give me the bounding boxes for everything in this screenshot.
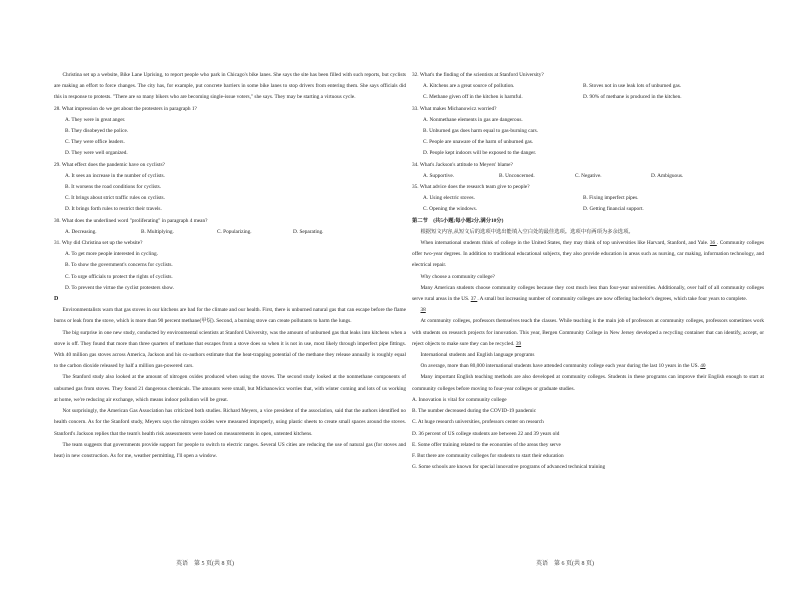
cloze-paragraph-5: Many important English teaching methods are also developed at community colleges. Students in these programs can improve their English enough to start at community colleges before moving to four-year colleges or graduate studies. [412,374,764,392]
q35-option-b: B. Fixing imperfect pipes. [583,195,639,202]
q32-option-d: D. 90% of methane is produced in the kitchen. [583,94,682,101]
q31-option-c: C. To urge officials to protect the rights of cyclists. [65,273,173,280]
q31-option-b: B. To show the government's concerns for cyclists. [65,262,173,269]
q35-options-row-1 [423,193,764,204]
q30-option-c: C. Popularizing. [217,228,252,235]
q29-option-d: D. It brings forth rules to restrict their travels. [65,206,162,213]
q28-option-a: A. They were in great anger. [65,116,126,123]
right-column [412,70,764,473]
passage-d-paragraph-4: Not surprisingly, the American Gas Association has criticized both studies. Richard Meyers, a vice president of the association, said that the authors identified no health concern. As for the Stanford study, Meyers says the nitrogen oxides were measured improperly, using plastic sheets to create small spaces around the stoves. Stanford's Jackson replies that the team's health risk assessments were based on measurements in open, untented kitchens. [54,408,406,437]
cloze-p2-text-a: Many American students choose community colleges because they cost much less than four-year universities. Additionally, over half of all community colleges serve rural areas in the US. [412,284,764,303]
passage-c-last-paragraph: Christina set up a website, Bike Lane Uprising, to report people who park in Chicago's bike lanes. She says the site has been filled with such reports, but cyclists are making an effort to force changes. The city has, for example, put concrete barriers in some bike lanes to stop drivers from entering them. She says officials did this in response to protests. "There are so many bikers who are becoming single-issue voters," she says. They may be starting a virtuous cycle. [54,72,406,101]
cloze-heading-blank-38 [412,305,764,316]
q30-options [65,227,406,238]
q31-option-d: D. To prevent the virtue the cyclist protesters show. [65,284,174,291]
blank-37[interactable]: 37 [470,296,478,303]
question-29: 29. What effect does the pandemic have on cyclists? [54,161,165,168]
q30-option-a: A. Decreasing. [65,228,97,235]
q32-option-a: A. Kitchens are a great source of pollution. [423,83,515,90]
passage-d-paragraph-5: The team suggests that governments provide support for people to switch to electric ranges. Several US cities are reducing the use of natural gas (for stoves and heat) in new construction. As for me, weather permitting, I'll open a window. [54,441,406,459]
q35-option-a: A. Using electric stoves. [423,195,475,202]
cloze-paragraph-2 [412,283,764,305]
left-column [54,70,406,462]
q34-options [423,171,764,182]
q32-option-b: B. Stoves not in use leak lots of unburned gas. [583,83,682,90]
q28-option-c: C. They were office leaders. [65,139,125,146]
cloze-p1-text-a: When international students think of college in the United States, they may think of top universities like Harvard, Stanford, and Yale. [420,240,710,247]
cloze-option-a: A. Innovation is vital for community college [412,396,507,403]
blank-40[interactable]: 40 [700,363,706,370]
q28-option-b: B. They disobeyed the police. [65,128,129,135]
cloze-option-b: B. The number decreased during the COVID-19 pandemic [412,408,537,415]
q33-option-a: A. Nonmethane elements in gas are dangerous. [423,116,523,123]
cloze-option-d: D. 36 percent of US college students are between 22 and 39 years old [412,430,560,437]
q30-option-b: B. Multiplying. [141,228,174,235]
question-35: 35. What advice does the research team give to people? [412,184,530,191]
q33-option-c: C. People are unaware of the harm of unburned gas. [423,139,534,146]
page-footer-right: 英语 第 6 页(共 8 页) [536,561,594,567]
cloze-paragraph-3 [412,316,764,350]
passage-d-paragraph-1: Environmentalists warn that gas stoves in our kitchens are bad for the climate and our health. First, there is unburned natural gas that can escape before the flame burns or leak from the stove, which is more than 90 percent methane(甲烷). Second, a burning stove can create pollutants to harm the lungs. [54,307,406,325]
subheading-international-students: International students and English language programs [420,352,535,359]
q31-option-a: A. To get more people interested in cycling. [65,251,158,258]
page-footer-left: 英语 第 5 页(共 8 页) [176,561,234,567]
cloze-option-e: E. Some offer training related to the economies of the areas they serve [412,441,561,448]
q34-option-b: B. Unconcerned. [499,172,535,179]
q32-options-row-2 [423,92,764,103]
cloze-p2-text-b: . A small but increasing number of community colleges are now offering bachelor's degrees, which take four years to complete. [477,296,748,303]
q29-option-c: C. It brings about strict traffic rules on cyclists. [65,195,165,202]
section-2-instructions: 根据短文内容,从短文后的选项中选出能填入空白处的最佳选项。选项中有两项为多余选项。 [420,228,634,235]
passage-d-paragraph-2: The big surprise in one new study, conducted by environmental scientists at Stanford University, was the amount of unburned gas that leaks into kitchens when a stove is off. They found that more than three quarters of methane that escapes from a stove does so when it is not in use, most likely through imperfect pipe fittings. With 40 million gas stoves across America, Jackson and his co-authors estimate that the heat-trapping potential of the methane they release annually is roughly equal to the carbon dioxide released by half a million gas-powered cars. [54,329,406,370]
q29-option-b: B. It worsens the road conditions for cyclists. [65,184,162,191]
q33-option-b: B. Unburned gas does harm equal to gas-burning cars. [423,128,539,135]
q35-option-d: D. Getting financial support. [583,206,644,213]
blank-36[interactable]: 36 [709,240,717,247]
section-2-heading: 第二节 (共5小题;每小题2分,满分10分) [412,217,504,224]
subheading-why-community-college: Why choose a community college? [420,273,495,280]
q28-option-d: D. They were well organized. [65,150,128,157]
q34-option-c: C. Negative. [575,172,602,179]
q33-option-d: D. People kept indoors will be exposed to the danger. [423,150,537,157]
q35-options-row-2 [423,204,764,215]
cloze-paragraph-1 [412,238,764,272]
q34-option-d: D. Ambiguous. [651,172,684,179]
cloze-option-f: F. But there are community colleges for students to start their education [412,452,564,459]
question-32: 32. What's the finding of the scientists at Stanford University? [412,72,544,78]
cloze-paragraph-4 [412,361,764,372]
question-30: 30. What does the underlined word "proliferating" in paragraph 4 mean? [54,217,208,224]
question-34: 34. What's Jackson's attitude to Meyers' blame? [412,161,513,168]
cloze-option-c: C. At huge research universities, professors center on research [412,419,544,426]
blank-39[interactable]: 39 [515,340,522,347]
question-31: 31. Why did Christina set up the website? [54,240,143,247]
passage-d-heading: D [54,296,59,303]
q35-option-c: C. Opening the windows. [423,206,477,213]
blank-38[interactable]: 38 [420,307,426,314]
q34-option-a: A. Supportive. [423,172,455,179]
cloze-p4-text-a: On average, more than 80,000 international students have attended community college each year during the last 10 years in the US. [420,363,701,370]
q32-option-c: C. Methane given off in the kitchen is harmful. [423,94,523,101]
cloze-p1-text-b: . Community colleges offer two-year degrees. In addition to traditional educational subjects, they also provide education in areas such as nursing, car making, information technology, and electrical repair. [412,240,765,269]
q32-options-row-1 [423,81,764,92]
cloze-p3-text-a: At community colleges, professors themselves teach the classes. While teaching is the main job of professors at community colleges, professors sometimes work with students on research projects for innovation. This year, Bergen Community College in New Jersey developed a recycling container that can identify, accept, or reject objects to make sure they can be recycled. [412,318,764,347]
q29-option-a: A. It sees an increase in the number of cyclists. [65,172,165,179]
passage-d-paragraph-3: The Stanford study also looked at the amount of nitrogen oxides produced when using the stoves. The second study looked at the nonmethane components of unburned gas from stoves. They found 21 dangerous chemicals. The amounts were small, but Michanowicz worries that, with winter coming and lots of us working at home, we're reducing air exchange, which means indoor pollution will be great. [54,374,406,403]
q30-option-d: D. Separating. [293,228,324,235]
cloze-option-g: G. Some schools are known for special innovative programs of advanced technical training [412,464,606,471]
question-28: 28. What impression do we get about the protesters in paragraph 1? [54,105,197,112]
question-33: 33. What makes Michanowicz worried? [412,105,497,112]
